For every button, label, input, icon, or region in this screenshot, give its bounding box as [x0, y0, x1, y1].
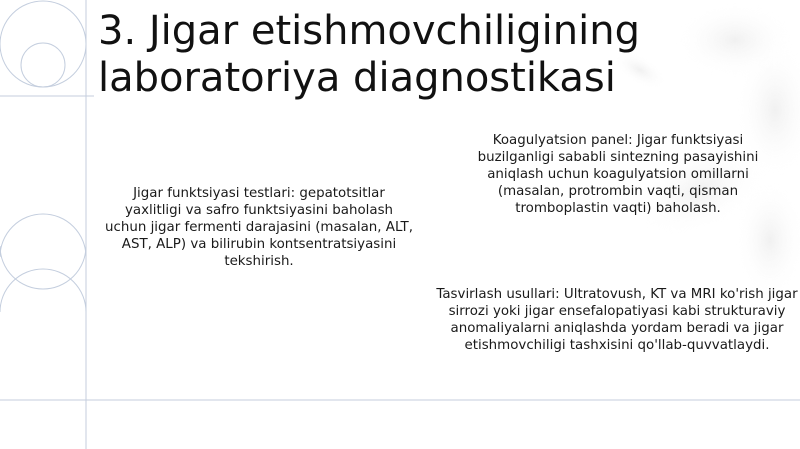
slide-title: 3. Jigar etishmovchiligining laboratoriya diagnostikasi [98, 8, 640, 101]
coagulation-panel-text: Koagulyatsion panel: Jigar funktsiyasi buzilganligi sababli sintezning pasayishini aniqlash uchun koagulyatsion omillarni (masalan, protrombin vaqti, qisman tromboplastin vaqti) baholash. [477, 133, 759, 216]
imaging-methods-text: Tasvirlash usullari: Ultratovush, KT va MRI ko'rish jigar sirrozi yoki jigar ensefalopatiyasi kabi strukturaviy anomaliyalarni aniqlashda yordam beradi va jigar etishmovchiligi tashxisini qo'llab-quvvatlaydi. [436, 287, 798, 353]
liver-function-tests-text: Jigar funktsiyasi testlari: gepatotsitlar yaxlitligi va safro funktsiyasini baholash uchun jigar fermenti darajasini (masalan, ALT, AST, ALP) va bilirubin kontsentratsiyasini tekshirish. [105, 186, 413, 269]
